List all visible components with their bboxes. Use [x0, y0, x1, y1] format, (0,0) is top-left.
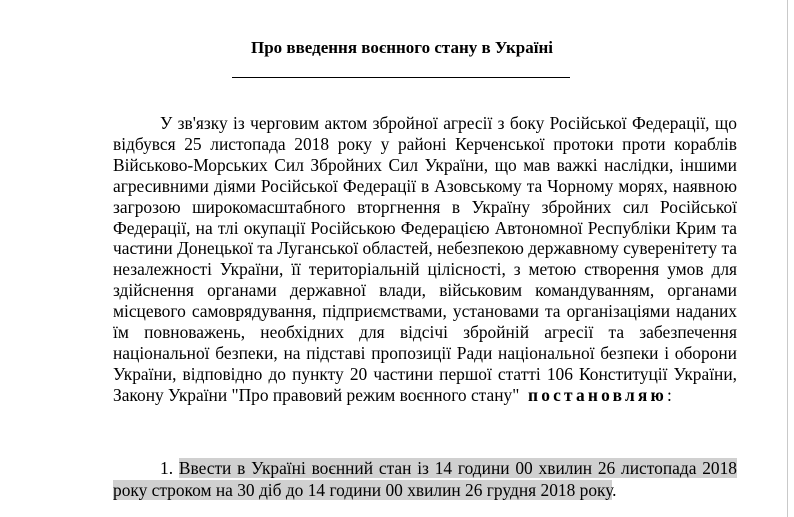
highlighted-item-text[interactable]: Ввести в Україні воєнний стан із 14 години 00 хвилин 26 листопада 2018 року строком на 30 діб до 14 години 00 хвилин 26 грудня 2018 року [113, 458, 737, 500]
decree-word: постановляю [528, 384, 667, 405]
document-title: Про введення воєнного стану в Україні [251, 38, 553, 57]
preamble-text: У зв'язку із черговим актом збройної агресії з боку Російської Федерації, що відбувся 25 листопада 2018 року у районі Керченської протоки проти кораблів Військово-Морських Сил Збройних Сил України, що мав важкі наслідки, іншими агресивними діями Російської Федерації в Азовському та Чорному морях, наявною загрозою широкомасштабного вторгнення в Україну збройних сил Російської Федерації, на тлі окупації Російською Федерацією Автономної Республіки Крим та частини Донецької та Луганської областей, небезпекою державному суверенітету та незалежності України, її територіальній цілісності, з метою створення умов для здійснення органами державної влади, військовим командуванням, органами місцевого самоврядування, підприємствами, установами та організаціями наданих їм повноважень, необхідних для відсічі збройній агресії та забезпечення національної безпеки, на підставі пропозиції Ради національної безпеки і оборони України, відповідно до пункту 20 частини першої статті 106 Конституції України, Закону України "Про правовий режим воєнного стану" [113, 113, 737, 405]
decree-colon: : [667, 384, 672, 405]
decree-item-1 [113, 458, 737, 501]
preamble-paragraph [113, 113, 737, 406]
item-end-period: . [612, 479, 617, 500]
title-underline [232, 77, 570, 78]
item-number: 1. [160, 458, 174, 478]
page-edge [787, 0, 788, 517]
